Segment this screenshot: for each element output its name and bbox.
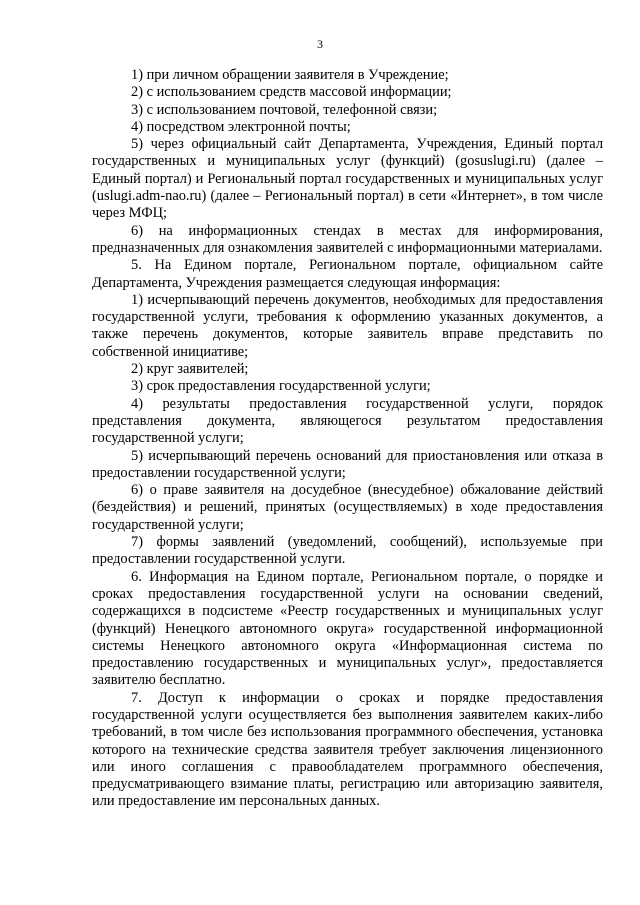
- list-item: 4) посредством электронной почты;: [131, 118, 351, 135]
- list-item: 7) формы заявлений (уведомлений, сообщений), используемые при предоставлении государственной услуги.: [92, 534, 603, 568]
- document-body: [92, 67, 603, 811]
- list-item: 6) на информационных стендах в местах для информирования, предназначенных для ознакомления заявителей с информационными материалами.: [92, 222, 603, 256]
- list-item: 3) срок предоставления государственной услуги;: [131, 378, 431, 395]
- list-item: 1) исчерпывающий перечень документов, необходимых для предоставления государственной услуги, требования к оформлению указанных документов, а также перечень документов, которые заявитель вправе представить по собственной инициативе;: [92, 291, 603, 360]
- list-item: 2) с использованием средств массовой информации;: [131, 84, 452, 101]
- list-item: 5) через официальный сайт Департамента, Учреждения, Единый портал государственных и муниципальных услуг (функций) (gosuslugi.ru) (далее – Единый портал) и Региональный портал государственных и муниципальных услуг (uslugi.adm-nao.ru) (далее – Региональный портал) в сети «Интернет», в том числе через МФЦ;: [92, 136, 603, 222]
- list-item: 6) о праве заявителя на досудебное (внесудебное) обжалование действий (бездействия) и решений, принятых (осуществляемых) в ходе предоставления государственной услуги;: [92, 482, 603, 533]
- section-paragraph: 6. Информация на Едином портале, Региональном портале, о порядке и сроках предоставления государственной услуги на основании сведений, содержащихся в подсистеме «Реестр государственных и муниципальных услуг (функций) Ненецкого автономного округа» государственной информационной системы Ненецкого автономного округа «Информационная система по предоставлению государственных и муниципальных услуг», предоставляется заявителю бесплатно.: [92, 568, 603, 689]
- section-paragraph: 7. Доступ к информации о сроках и порядке предоставления государственной услуги осуществляется без выполнения заявителем каких-либо требований, в том числе без использования программного обеспечения, установка которого на технические средства заявителя требует заключения лицензионного или иного соглашения с правообладателем программного обеспечения, предусматривающего взимание платы, регистрацию или авторизацию заявителя, или предоставление им персональных данных.: [92, 689, 603, 810]
- list-item: 5) исчерпывающий перечень оснований для приостановления или отказа в предоставлении государственной услуги;: [92, 447, 603, 481]
- list-item: 3) с использованием почтовой, телефонной связи;: [131, 101, 438, 118]
- list-item: 4) результаты предоставления государственной услуги, порядок представления документа, являющегося результатом предоставления государственной услуги;: [92, 395, 603, 447]
- section-paragraph: 5. На Едином портале, Региональном портале, официальном сайте Департамента, Учреждения размещается следующая информация:: [92, 257, 603, 291]
- list-item: 1) при личном обращении заявителя в Учреждение;: [131, 67, 449, 83]
- list-item: 2) круг заявителей;: [131, 361, 249, 378]
- page-number: 3: [317, 37, 323, 51]
